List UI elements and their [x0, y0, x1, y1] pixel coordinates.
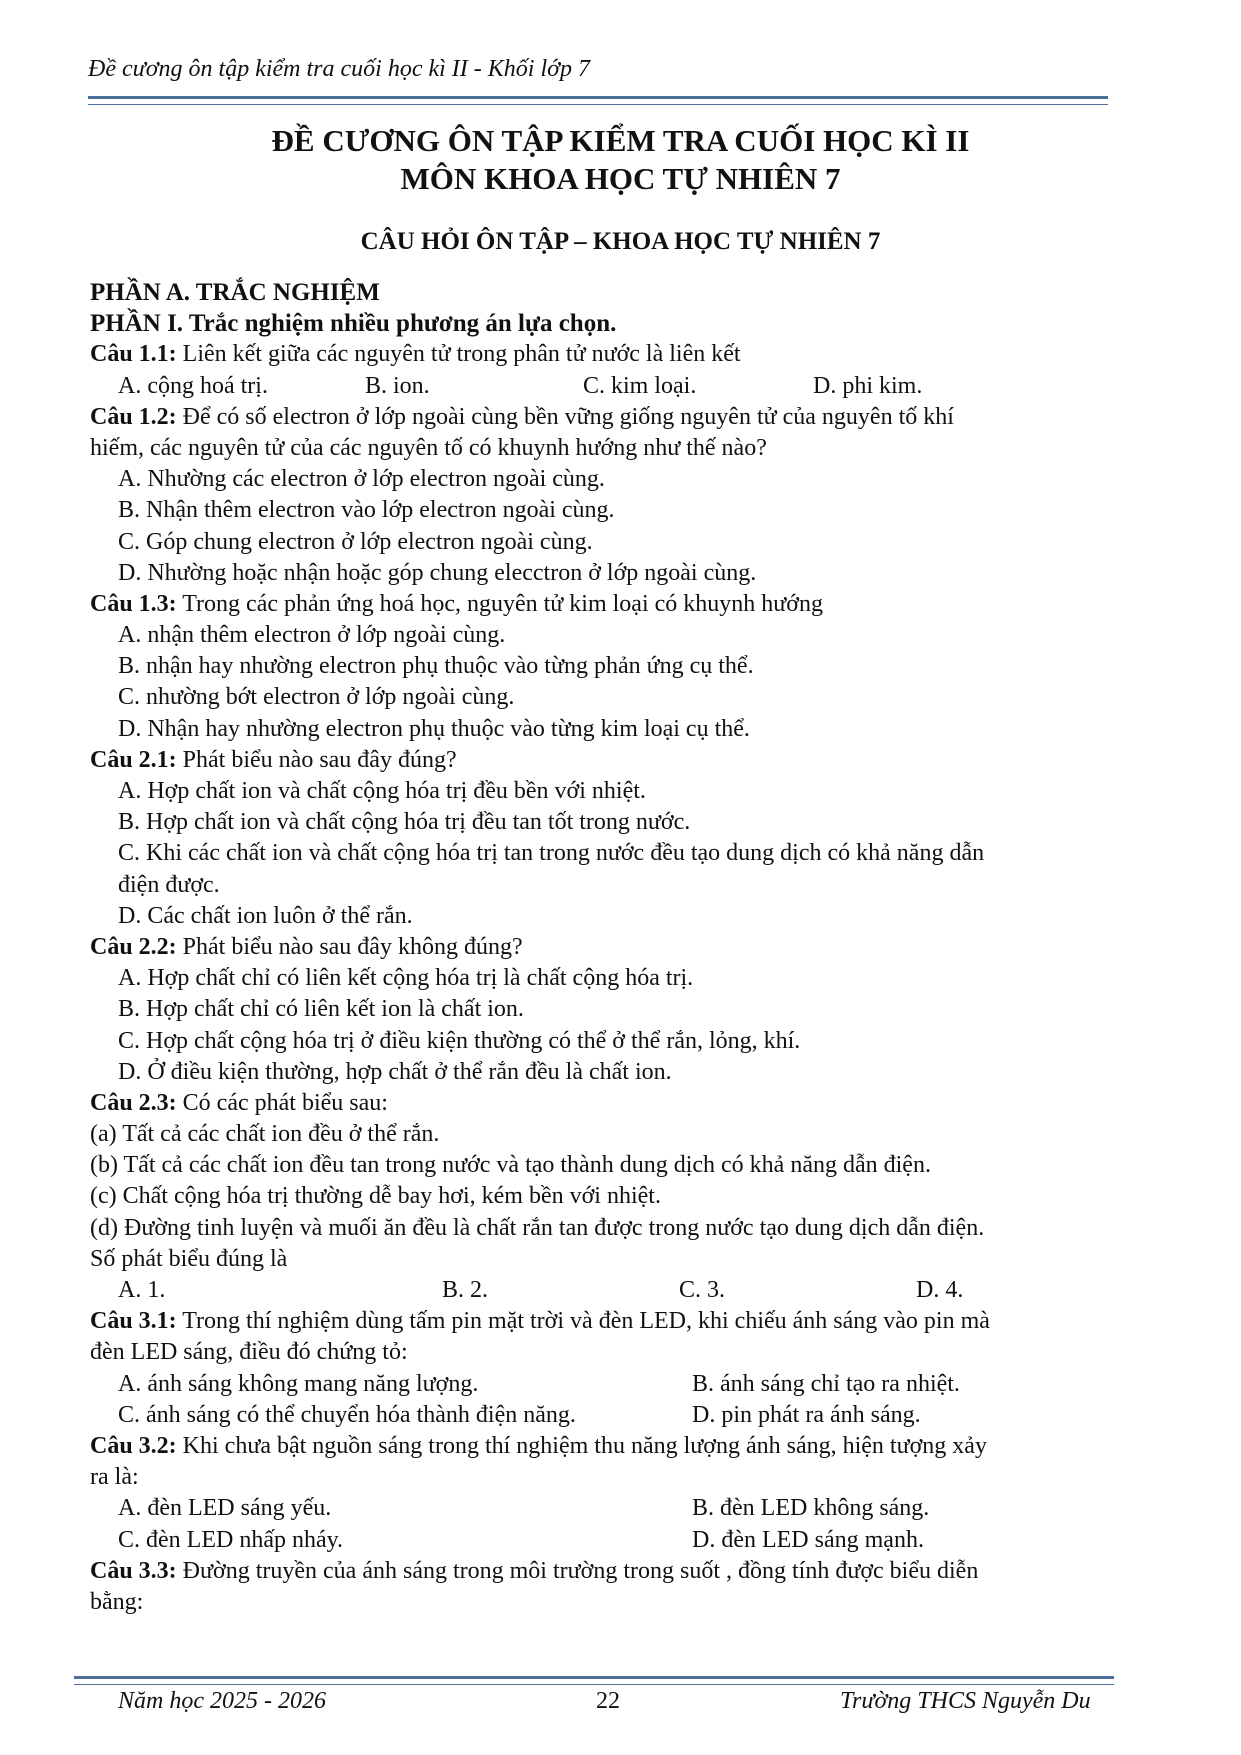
question-3-3-cont: bằng: [90, 1588, 144, 1615]
question-3-2: Câu 3.2: Khi chưa bật nguồn sáng trong thí nghiệm thu năng lượng ánh sáng, hiện tượng xảy [90, 1433, 987, 1459]
section-heading: PHẦN A. TRẮC NGHIỆM [90, 279, 380, 306]
question-1-2: Câu 1.2: Để có số electron ở lớp ngoài cùng bền vững giống nguyên tử của nguyên tố khí [90, 403, 954, 430]
question-3-1-cont: đèn LED sáng, điều đó chứng tỏ: [90, 1339, 408, 1366]
option: D. Ở điều kiện thường, hợp chất ở thể rắn đều là chất ion. [118, 1058, 672, 1085]
options-3-2-row-1 [90, 1493, 1140, 1524]
options-3-1-row-1 [90, 1369, 1140, 1400]
subsection-heading: PHẦN I. Trắc nghiệm nhiều phương án lựa chọn. [90, 310, 617, 338]
running-header: Đề cương ôn tập kiểm tra cuối học kì II - Khối lớp 7 [88, 56, 590, 82]
statement: (a) Tất cả các chất ion đều ở thể rắn. [90, 1121, 440, 1148]
statement: (d) Đường tinh luyện và muối ăn đều là chất rắn tan được trong nước tạo dung dịch dẫn điện. [90, 1214, 985, 1241]
option: B. đèn LED không sáng. [692, 1495, 930, 1522]
option: C. ánh sáng có thể chuyển hóa thành điện năng. [118, 1401, 576, 1428]
footer-school-year: Năm học 2025 - 2026 [118, 1688, 326, 1714]
question-3-2-cont: ra là: [90, 1464, 139, 1491]
option-cont: điện được. [118, 871, 220, 898]
option: A. đèn LED sáng yếu. [118, 1495, 332, 1522]
option: A. Hợp chất ion và chất cộng hóa trị đều bền với nhiệt. [118, 778, 646, 805]
document-subtitle: CÂU HỎI ÔN TẬP – KHOA HỌC TỰ NHIÊN 7 [360, 228, 881, 255]
footer-school-name: Trường THCS Nguyễn Du [840, 1688, 1091, 1714]
options-1-1 [90, 371, 1140, 402]
option: C. nhường bớt electron ở lớp ngoài cùng. [118, 684, 515, 711]
option: D. đèn LED sáng mạnh. [692, 1526, 924, 1553]
footer-rule [74, 1676, 1114, 1685]
option: D. phi kim. [813, 372, 923, 399]
options-3-1-row-2 [90, 1400, 1140, 1431]
options-2-3 [90, 1275, 1140, 1306]
question-3-3: Câu 3.3: Đường truyền của ánh sáng trong môi trường trong suốt , đồng tính được biểu diễn [90, 1557, 979, 1584]
document-title-line-2: MÔN KHOA HỌC TỰ NHIÊN 7 [400, 161, 841, 196]
option: B. Hợp chất chỉ có liên kết ion là chất ion. [118, 996, 524, 1023]
option: D. Nhận hay nhường electron phụ thuộc vào từng kim loại cụ thể. [118, 715, 750, 742]
question-2-2: Câu 2.2: Phát biểu nào sau đây không đúng? [90, 933, 523, 960]
question-list [90, 277, 1140, 1618]
statement: (c) Chất cộng hóa trị thường dễ bay hơi, kém bền với nhiệt. [90, 1183, 661, 1210]
option: B. Hợp chất ion và chất cộng hóa trị đều tan tốt trong nước. [118, 809, 691, 836]
option: B. ánh sáng chỉ tạo ra nhiệt. [692, 1370, 960, 1397]
document-title-line-1: ĐỀ CƯƠNG ÔN TẬP KIỂM TRA CUỐI HỌC KÌ II [271, 123, 970, 158]
option: B. Nhận thêm electron vào lớp electron ngoài cùng. [118, 497, 615, 524]
header-rule [88, 96, 1108, 105]
option: C. 3. [679, 1277, 726, 1304]
option: B. ion. [365, 372, 430, 399]
option: C. Khi các chất ion và chất cộng hóa trị tan trong nước đều tạo dung dịch có khả năng dẫn [118, 840, 985, 867]
option: D. Nhường hoặc nhận hoặc góp chung elecctron ở lớp ngoài cùng. [118, 559, 757, 586]
question-1-2-cont: hiếm, các nguyên tử của các nguyên tố có khuynh hướng như thế nào? [90, 434, 767, 461]
option: A. nhận thêm electron ở lớp ngoài cùng. [118, 622, 506, 649]
option: B. nhận hay nhường electron phụ thuộc vào từng phản ứng cụ thể. [118, 653, 754, 680]
question-1-1: Câu 1.1: Liên kết giữa các nguyên tử trong phân tử nước là liên kết [90, 341, 741, 368]
question-2-3: Câu 2.3: Có các phát biểu sau: [90, 1089, 388, 1116]
option: C. đèn LED nhấp nháy. [118, 1526, 344, 1553]
question-1-3: Câu 1.3: Trong các phản ứng hoá học, nguyên tử kim loại có khuynh hướng [90, 590, 823, 617]
question-2-1: Câu 2.1: Phát biểu nào sau đây đúng? [90, 746, 457, 773]
option: D. pin phát ra ánh sáng. [692, 1401, 921, 1428]
option: B. 2. [442, 1277, 489, 1304]
option: A. ánh sáng không mang năng lượng. [118, 1370, 479, 1397]
option: C. kim loại. [583, 372, 697, 399]
question-2-3-ask: Số phát biểu đúng là [90, 1245, 288, 1272]
option: A. cộng hoá trị. [118, 372, 268, 399]
option: D. Các chất ion luôn ở thể rắn. [118, 902, 413, 929]
question-3-1: Câu 3.1: Trong thí nghiệm dùng tấm pin mặt trời và đèn LED, khi chiếu ánh sáng vào pin mà [90, 1308, 990, 1335]
option: C. Góp chung electron ở lớp electron ngoài cùng. [118, 528, 593, 555]
page-number: 22 [596, 1688, 620, 1714]
option: A. Hợp chất chỉ có liên kết cộng hóa trị là chất cộng hóa trị. [118, 965, 694, 992]
options-3-2-row-2 [90, 1525, 1140, 1556]
option: D. 4. [916, 1277, 964, 1304]
statement: (b) Tất cả các chất ion đều tan trong nước và tạo thành dung dịch có khả năng dẫn điện. [90, 1152, 931, 1179]
option: A. Nhường các electron ở lớp electron ngoài cùng. [118, 466, 605, 493]
option: C. Hợp chất cộng hóa trị ở điều kiện thường có thể ở thể rắn, lỏng, khí. [118, 1027, 801, 1054]
option: A. 1. [118, 1277, 166, 1304]
